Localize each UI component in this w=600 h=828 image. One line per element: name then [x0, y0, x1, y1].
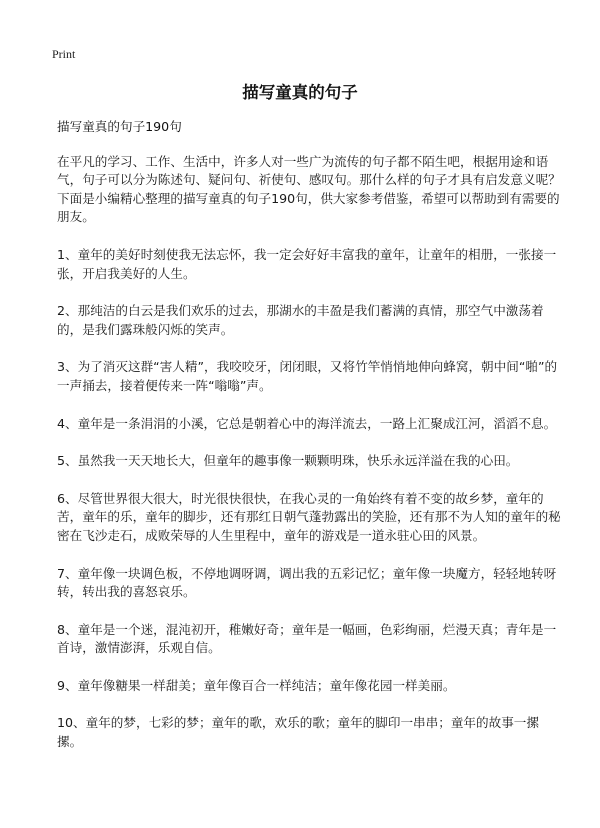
article-body	[57, 118, 561, 771]
sentence-item-8: 8、童年是一个迷，混沌初开，稚嫩好奇；童年是一幅画，色彩绚丽，烂漫天真；青年是一首诗，激情澎湃，乐观自信。	[57, 621, 557, 656]
intro-paragraph: 在平凡的学习、工作、生活中，许多人对一些广为流传的句子都不陌生吧，根据用途和语气，句子可以分为陈述句、疑问句、祈使句、感叹句。那什么样的句子才具有启发意义呢？下面是小编精心整理的描写童真的句子190句，供大家参考借鉴，希望可以帮助到有需要的朋友。	[57, 153, 561, 225]
sentence-item-7: 7、童年像一块调色板，不停地调呀调，调出我的五彩记忆；童年像一块魔方，轻轻地转呀转，转出我的喜怒哀乐。	[57, 565, 557, 600]
print-link[interactable]: Print	[52, 47, 76, 61]
page-title: 描写童真的句子	[242, 83, 358, 102]
sentence-item-5: 5、虽然我一天天地长大，但童年的趣事像一颗颗明珠，快乐永远洋溢在我的心田。	[57, 453, 519, 469]
sentence-item-1: 1、童年的美好时刻使我无法忘怀，我一定会好好丰富我的童年，让童年的相册，一张接一张，开启我美好的人生。	[57, 246, 557, 281]
sentence-item-3: 3、为了消灭这群“害人精”，我咬咬牙，闭闭眼，又将竹竿悄悄地伸向蜂窝，朝中间“啪”的一声捅去，接着便传来一阵“嗡嗡”声。	[57, 359, 558, 393]
sentence-item-9: 9、童年像糖果一样甜美；童年像百合一样纯洁；童年像花园一样美丽。	[57, 677, 456, 693]
sentence-item-10: 10、童年的梦，七彩的梦；童年的歌，欢乐的歌；童年的脚印一串串；童年的故事一摞摞。	[57, 715, 539, 750]
sentence-item-6: 6、尽管世界很大很大，时光很快很快，在我心灵的一角始终有着不变的故乡梦，童年的苦，童年的乐，童年的脚步，还有那红日朝气蓬勃露出的笑脸，还有那不为人知的童年的秘密在飞沙走石，成败荣辱的人生里程中，童年的游戏是一道永驻心田的风景。	[57, 490, 561, 543]
sentence-item-4: 4、童年是一条涓涓的小溪，它总是朝着心中的海洋流去，一路上汇聚成江河，滔滔不息。	[57, 415, 557, 431]
article-subtitle: 描写童真的句子190句	[57, 119, 182, 134]
sentence-item-2: 2、那纯洁的白云是我们欢乐的过去，那湖水的丰盈是我们蓄满的真情，那空气中激荡着的，是我们露珠般闪烁的笑声。	[57, 303, 544, 337]
